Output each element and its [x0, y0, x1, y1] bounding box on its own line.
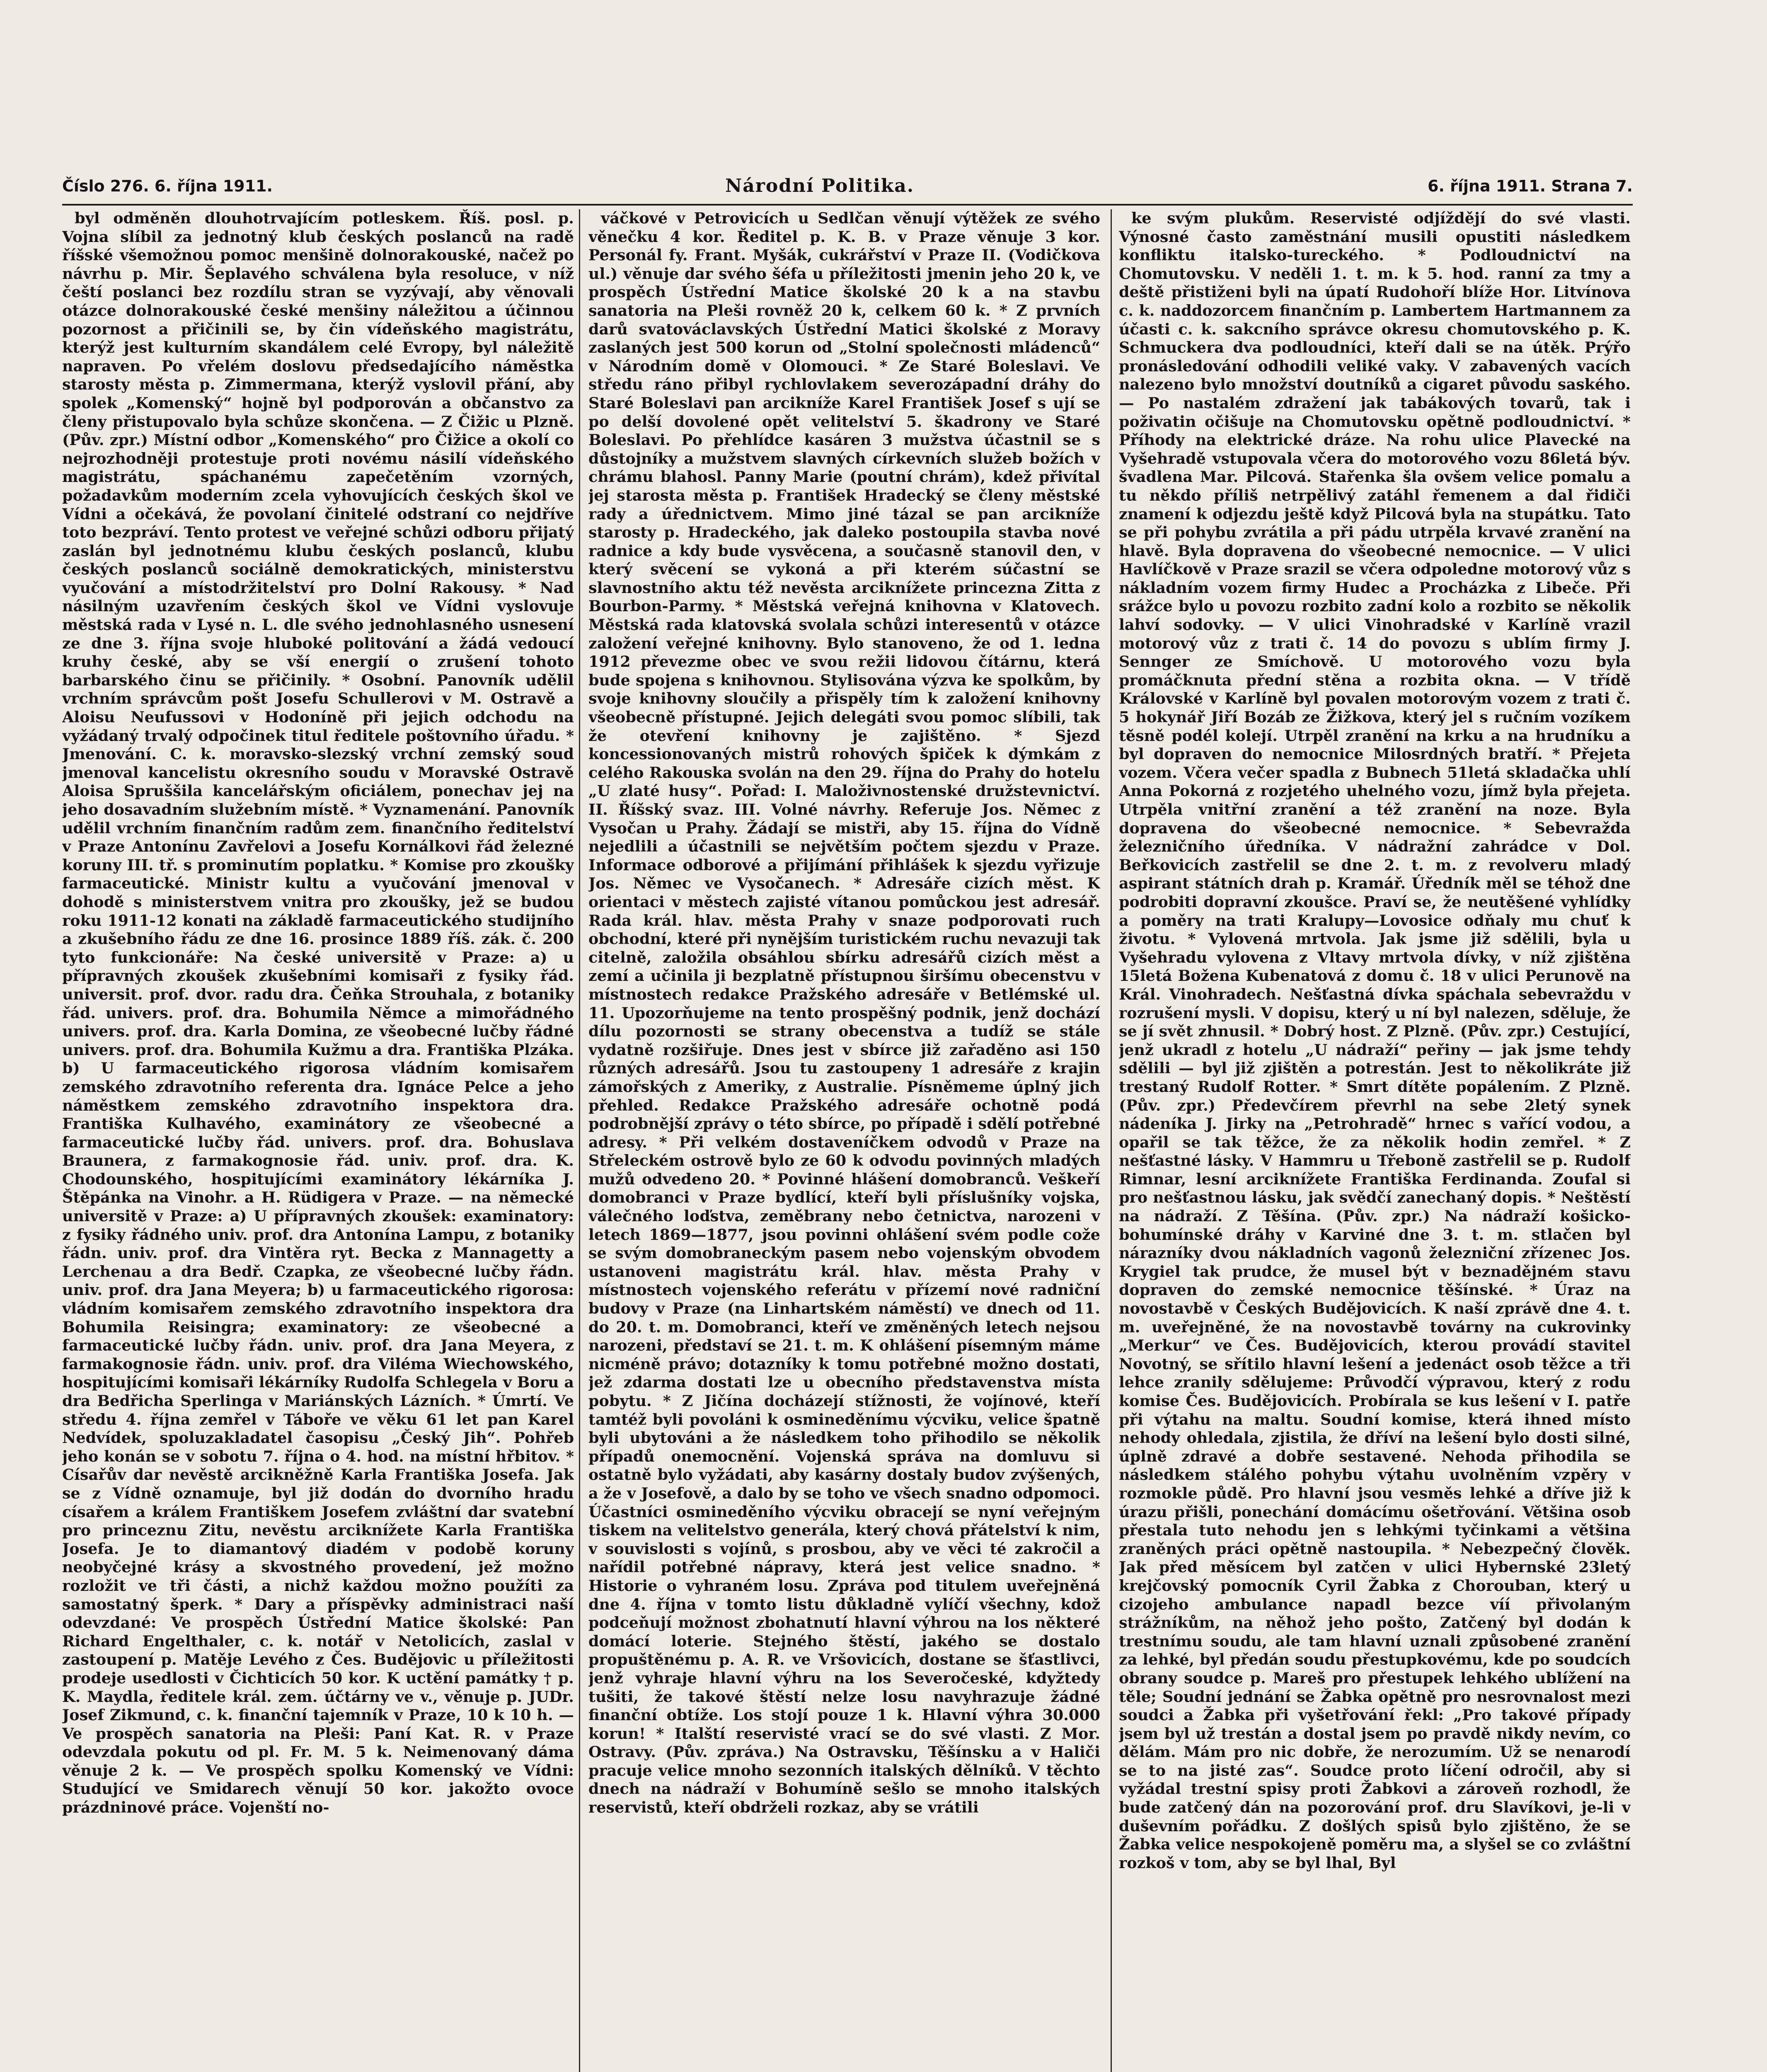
column-1-text: byl odměněn dlouhotrvajícím potleskem. Říš. posl. p. Vojna slíbil za jednotný klub českých poslanců na radě říšské všemožnou pomoc menšině dolnorakouské, načež po návrhu p. Mir. Šeplavého schválena byla resoluce, v níž čeští poslanci bez rozdílu stran se vyzývají, aby věnovali otázce dolnorakouské české menšiny náležitou a účinnou pozornost a přičinili se, by čin vídeňského magistrátu, kterýž jest kulturním skandálem celé Evropy, byl náležitě napraven. Po vřelém doslovu předsedajícího náměstka starosty města p. Zimmermana, kterýž vyslovil přání, aby spolek „Komenský“ hojně byl podporován a občanstvo za členy přistupovalo byla schůze skončena. — Z Čižic u Plzně. (Pův. zpr.) Místní odbor „Komenského“ pro Čižice a okolí co nejrozhodněji protestuje proti novému násilí vídeňského magistrátu, spáchanému zapečetěním vzorných, požadavkům moderním zcela vyhovujících českých škol ve Vídni a očekává, že povolaní činitelé odstraní co nejdříve toto bezpráví. Tento protest ve veřejné schůzi odboru přijatý zaslán byl jednotnému klubu českých poslanců, klubu českých poslanců sociálně demokratických, ministerstvu vyučování a místodržitelství pro Dolní Rakousy. * Nad násilným uzavřením českých škol ve Vídni vyslovuje městská rada v Lysé n. L. dle svého jednohlasného usnesení ze dne 3. října svoje hluboké politování a žádá vedoucí kruhy české, aby se vší energií o zrušení tohoto barbarského činu se přičinily. * Osobní. Panovník udělil vrchním správcům pošt Josefu Schullerovi v M. Ostravě a Aloisu Neufussovi v Hodoníně při jejich odchodu na vyžádaný trvalý odpočinek titul ředitele poštovního úřadu. * Jmenování. C. k. moravsko-slezský vrchní zemský soud jmenoval kancelistu okresního soudu v Moravské Ostravě Aloisa Spruššila kancelářským oficiálem, ponechav jej na jeho dosavadním služebním místě. * Vyznamenání. Panovník udělil vrchním finančním radům zem. finančního ředitelství v Praze Antonínu Zavřelovi a Josefu Kornálkovi řád železné koruny III. tř. s prominutím poplatku. * Komise pro zkoušky farmaceutické. Ministr kultu a vyučování jmenoval v dohodě s ministerstvem vnitra pro zkoušky, jež se budou roku 1911-12 konati na základě farmaceutického studijního a zkušebního řádu ze dne 16. prosince 1889 říš. zák. č. 200 tyto funkcionáře: Na české universitě v Praze: a) u přípravných zkoušek zkušebními komisaři z fysiky řád. universit. prof. dvor. radu dra. Čeňka Strouhala, z botaniky řád. univers. prof. dra. Bohumila Němce a mimořádného univers. prof. dra. Karla Domina, ze všeobecné lučby řádné univers. prof. dra. Bohumila Kužmu a dra. Františka Plzáka. b) U farmaceutického rigorosa vládním komisařem zemského zdravotního referenta dra. Ignáce Pelce a jeho náměstkem zemského zdravotního inspektora dra. Františka Kulhavého, examinátory ze všeobecné a farmaceutické lučby řád. univers. prof. dra. Bohuslava Braunera, z farmakognosie řád. univ. prof. dra. K. Chodounského, hospitujícími examinátory lékárníka J. Štěpánka na Vinohr. a H. Rüdigera v Praze. — na německé universitě v Praze: a) U přípravných zkoušek: examinatory: z fysiky řádného univ. prof. dra Antonína Lampu, z botaniky řádn. univ. prof. dra Vintěra ryt. Becka z Mannagetty a Lerchenau a dra Bedř. Czapka, ze všeobecné lučby řádn. univ. prof. dra Jana Meyera; b) u farmaceutického rigorosa: vládním komisařem zemského zdravotního inspektora dra Bohumila Reisingra; examinatory: ze všeobecné a farmaceutické lučby řádn. univ. prof. dra Jana Meyera, z farmakognosie řádn. univ. prof. dra Viléma Wiechowského, hospitujícími komisaři lékárníky Rudolfa Schlegela v Boru a dra Bedřicha Sperlinga v Mariánských Lázních. * Úmrtí. Ve středu 4. října zemřel v Táboře ve věku 61 let pan Karel Nedvídek, spoluzakladatel časopisu „Český Jih“. Pohřeb jeho konán se v sobotu 7. října o 4. hod. na místní hřbitov. * Císařův dar nevěstě arcikněžně Karla Františka Josefa. Jak se z Vídně oznamuje, byl již dodán do dvorního hradu císařem a králem Františkem Josefem zvláštní dar svatební pro princeznu Zitu, nevěstu arciknížete Karla Františka Josefa. Je to diamantový diadém v podobě koruny neobyčejné krásy a skvostného provedení, jež možno rozložit ve tři části, a nichž každou možno použíti za samostatný šperk. * Dary a příspěvky administraci naší odevzdané: Ve prospěch Ústřední Matice školské: Pan Richard Engelthaler, c. k. notář v Netolicích, zaslal v zastoupení p. Matěje Levého z Čes. Budějovic u příležitosti prodeje usedlosti v Čichticích 50 kor. K uctění památky † p. K. Maydla, ředitele král. zem. účtárny ve v., věnuje p. JUDr. Josef Zikmund, c. k. finanční tajemník v Praze, 10 k 10 h. — Ve prospěch sanatoria na Pleši: Paní Kat. R. v Praze odevzdala pokutu od pl. Fr. M. 5 k. Neimenovaný dáma věnuje 2 k. — Ve prospěch spolku Komenský ve Vídni: Studující ve Smidarech věnují 50 kor. jakožto ovoce prázdninové práce. Vojenští no- — [62, 209, 574, 1817]
column-divider-1 — [579, 209, 580, 2072]
column-1 — [62, 209, 574, 2072]
column-divider-2 — [1111, 209, 1112, 2072]
column-2-text: váčkové v Petrovicích u Sedlčan věnují výtěžek ze svého věnečku 4 kor. Ředitel p. K. B. v Praze věnuje 3 kor. Personál fy. Frant. Myšák, cukrářství v Praze II. (Vodičkova ul.) věnuje dar svého šéfa u příležitosti jmenin jeho 20 k, ve prospěch Ústřední Matice školské 20 k a na stavbu sanatoria na Pleši rovněž 20 k, celkem 60 k. * Z prvních darů svatováclavských Ústřední Matici školské z Moravy zaslaných jest 500 korun od „Stolní společnosti mládenců“ v Národním domě v Olomouci. * Ze Staré Boleslavi. Ve středu ráno přibyl rychlovlakem severozápadní dráhy do Staré Boleslavi pan arcikníže Karel František Josef s ují se po delší dovolené opět velitelství 5. škadrony ve Staré Boleslavi. Po přehlídce kasáren 3 mužstva účastnil se s důstojníky a mužstvem slavných církevních služeb božích v chrámu blahosl. Panny Marie (poutní chrám), kdež přivítal jej starosta města p. František Hradecký se členy městské rady a úřednictvem. Mimo jiné tázal se pan arcikníže starosty p. Hradeckého, jak daleko postoupila stavba nové radnice a kdy bude vysvěcena, a současně stanovil den, v který svěcení se vykoná a při kterém súčastní se slavnostního aktu též nevěsta arciknížete princezna Zitta z Bourbon-Parmy. * Městská veřejná knihovna v Klatovech. Městská rada klatovská svolala schůzi interesentů v otázce založení veřejné knihovny. Bylo stanoveno, že od 1. ledna 1912 převezme obec ve svou režii lidovou čítárnu, která bude spojena s knihovnou. Stylisována výzva ke spolkům, by svoje knihovny sloučily a přispěly tím k založení knihovny všeobecně přístupné. Jejich delegáti svou pomoc slíbili, tak že otevření knihovny je zajištěno. * Sjezd koncessionovaných mistrů rohových špiček k dýmkám z celého Rakouska svolán na den 29. října do Prahy do hotelu „U zlaté husy“. Pořad: I. Maloživnostenské družstevnictví. II. Říšský svaz. III. Volné návrhy. Referuje Jos. Němec z Vysočan u Prahy. Žádají se mistři, aby 15. října do Vídně nejedlili a účastnili se největším počtem sjezdu v Praze. Informace odborové a přijímání přihlášek k sjezdu vyřizuje Jos. Němec ve Vysočanech. * Adresáře cizích měst. K orientaci v městech zajisté vítanou pomůckou jest adresář. Rada král. hlav. města Prahy v snaze podporovati ruch obchodní, které při nynějším turistickém ruchu nevazuji tak citelně, založila obsáhlou sbírku adresářů cizích měst a zemí a učinila ji bezplatně přístupnou širšímu obecenstvu v místnostech redakce Pražského adresáře v Betlémské ul. 11. Upozorňujeme na tento prospěšný podnik, jenž dochází dílu pozornosti se strany obecenstva a tudíž se stále vydatně rozšiřuje. Dnes jest v sbírce již zařaděno asi 150 různých adresářů. Jsou tu zastoupeny 1 adresáře z krajin zámořských z Ameriky, z Australie. Písněmeme úplný jich přehled. Redakce Pražského adresáře ochotně podá podrobnější zprávy o této sbírce, po případě i sdělí potřebné adresy. * Při velkém dostaveníčkem odvodů v Praze na Střeleckém ostrově bylo ze 60 k odvodu povinných mladých mužů odvedeno 20. * Povinné hlášení domobranců. Veškeří domobranci v Praze bydlící, kteří byli příslušníky vojska, válečného loďstva, zeměbrany nebo četnictva, narozeni v letech 1869—1877, jsou povinni ohlášení svém podle cože se svým domobraneckým pasem nebo vojenským obvodem ustanoveni magistrátu král. hlav. města Prahy v místnostech vojenského referátu v přízemí nové radniční budovy v Praze (na Linhartském náměstí) ve dnech od 11. do 20. t. m. Domobranci, kteří ve změněných letech nejsou narozeni, představí se 21. t. m. K ohlášení písemným máme nicméně právo; dotazníky k tomu potřebné možno dostati, jež zdarma dostati lze u obecního představenstva místa pobytu. * Z Jičína docházejí stížnosti, že vojínové, kteří tamtéž byli povoláni k osmineděnímu výcviku, velice špatně byli ubytováni a že následkem toho přihodilo se několik případů onemocnění. Vojenská správa na domluvu si ostatně bylo vyžádati, aby kasárny dostaly budov zvýšených, a že v Josefově, a dalo by se toho ve všech snadno odpomoci. Účastníci osmineděního výcviku obracejí se nyní veřejným tiskem na velitelstvo generála, který chová přátelství k nim, v souvislosti s vojínů, s prosbou, aby ve věci té zakročil a nařídil potřebné nápravy, která jest velice snadno. * Historie o vyhraném losu. Zpráva pod titulem uveřejněná dne 4. října v tomto listu důkladně vylíčí všechny, kdož podceňují možnost zbohatnutí hlavní výhrou na los některé domácí loterie. Stejného štěstí, jakého se dostalo propuštěnému p. A. R. ve Vršovicích, dostane se šťastlivci, jenž vyhraje hlavní výhru na los Severočeské, kdyžtedy tušiti, že takové štěstí nelze losu navyhrazuje žádné finanční obtíže. Los stojí pouze 1 k. Hlavní výhra 30.000 korun! * Italští reservisté vrací se do své vlasti. Z Mor. Ostravy. (Pův. zpráva.) Na Ostravsku, Těšínsku a v Haliči pracuje velice mnoho sezonních italských dělníků. V těchto dnech na nádraží v Bohumíně sešlo se mnoho italských reservistů, kteří obdrželi rozkaz, aby se vrátili — [588, 209, 1100, 1817]
column-3 — [1119, 209, 1631, 2072]
masthead-title: Národní Politika. — [725, 175, 915, 196]
page-header — [62, 168, 1633, 203]
column-2 — [588, 209, 1100, 2072]
date-page-number: 6. října 1911. Strana 7. — [1428, 177, 1633, 195]
header-rule — [62, 204, 1633, 206]
issue-number-date: Číslo 276. 6. října 1911. — [62, 177, 273, 195]
column-3-text: ke svým plukům. Reservisté odjíždějí do své vlasti. Výnosné často zaměstnání musili opustiti následkem konfliktu italsko-tureckého. * Podloudnictví na Chomutovsku. V neděli 1. t. m. k 5. hod. ranní za tmy a deště přistiženi byli na úpatí Rudohoří blíže Hor. Litvínova c. k. naddozorcem finančním p. Lambertem Hartmannem za účasti c. k. sakcního správce okresu chomutovského p. K. Schmuckera dva podloudníci, kteří dali se na útěk. Prýřo pronásledování odhodili veliké vaky. V zabavených vacích nalezeno bylo množství doutníků a cigaret původu saského. — Po nastalém zdražení jak tabákových tovarů, tak i poživatin očišuje na Chomutovsku opětně podloudnictví. * Příhody na elektrické dráze. Na rohu ulice Plavecké na Vyšehradě vstupovala včera do motorového vozu 86letá býv. švadlena Mar. Pilcová. Stařenka šla ovšem velice pomalu a tu někdo příliš netrpělivý zatáhl řemenem a dal řidiči znamení k odjezdu ještě když Pilcová byla na stupátku. Tato se při pohybu zvrátila a při pádu utrpěla krvavé zranění na hlavě. Byla dopravena do všeobecné nemocnice. — V ulici Havlíčkově v Praze srazil se včera odpoledne motorový vůz s nákladním vozem firmy Hudec a Procházka z Libeče. Při srážce bylo u povozu rozbito zadní kolo a rozbito se několik lahví sodovky. — V ulici Vinohradské v Karlíně vrazil motorový vůz z trati č. 14 do povozu s ublím firmy J. Sennger ze Smíchově. U motorového vozu byla promáčknuta přední stěna a rozbita okna. — V třídě Královské v Karlíně byl povalen motorovým vozem z trati č. 5 hokynář Jiří Bozáb ze Žižkova, který jel s ručním vozíkem těsně podél kolejí. Utrpěl zranění na krku a na hrudníku a byl dopraven do nemocnice Milosrdných bratří. * Přejeta vozem. Včera večer spadla z Bubnech 51letá skladačka uhlí Anna Pokorná z rozjetého uhelného vozu, jímž byla přejeta. Utrpěla vnitřní zranění a též zranění na noze. Byla dopravena do všeobecné nemocnice. * Sebevražda železničního úředníka. V nádražní zahrádce v Dol. Beřkovicích zastřelil se dne 2. t. m. z revolveru mladý aspirant státních drah p. Kramář. Úředník měl se téhož dne podrobiti dopravní zkoušce. Praví se, že neutěšené vyhlídky a poměry na trati Kralupy—Lovosice odňaly mu chuť k životu. * Vylovená mrtvola. Jak jsme již sdělili, byla u Vyšehradu vylovena z Vltavy mrtvola dívky, v níž zjištěna 15letá Božena Kubenatová z domu č. 18 v ulici Perunově na Král. Vinohradech. Nešťastná dívka spáchala sebevraždu v rozrušení mysli. V dopisu, který u ní byl nalezen, sděluje, že se jí svět zhnusil. * Dobrý host. Z Plzně. (Pův. zpr.) Cestující, jenž ukradl z hotelu „U nádraží“ peřiny — jak jsme tehdy sdělili — byl již zjištěn a potrestán. Jest to několikráte již trestaný Rudolf Rotter. * Smrt dítěte popálením. Z Plzně. (Pův. zpr.) Předevčírem převrhl na sebe 2letý synek nádeníka J. Jirky na „Petrohradě“ hrnec s vařící vodou, a opařil se tak těžce, že za několik hodin zemřel. * Z nešťastné lásky. V Hammru u Třeboně zastřelil se p. Rudolf Rimnar, lesní arciknížete Františka Ferdinanda. Zoufal si pro nešťastnou lásku, jak svědčí zanechaný dopis. * Neštěstí na nádraží. Z Těšína. (Pův. zpr.) Na nádraží košicko-bohumínské dráhy v Karviné dne 3. t. m. stlačen byl nárazníky dvou nákladních vagonů železniční zřízenec Jos. Krygiel tak prudce, že musel být v beznadějném stavu dopraven do zemské nemocnice těšínské. * Úraz na novostavbě v Českých Budějovicích. K naší zprávě dne 4. t. m. uveřejněné, že na novostavbě továrny na cukrovinky „Merkur“ ve Čes. Budějovicích, kterou provádí stavitel Novotný, se sřítilo hlavní lešení a jedenáct osob těžce a tři lehce zranily sdělujeme: Průvodčí výpravou, který z rodu komise Čes. Budějovicích. Probírala se kus lešení v I. patře při výtahu na maltu. Soudní komise, která ihned místo nehody ohledala, zjistila, že dříví na lešení bylo dosti silné, úplně zdravé a dobře sestavené. Nehoda přihodila se následkem stálého pohybu výtahu uvolněním vzpěry v rozmokle půdě. Pro hlavní jsou vesměs lehké a dříve již k úrazu přišli, ponechání domácímu ošetřování. Většina osob přestala tuto nehodu jen s lehkými tyčinkami a většina zraněných práci opětně nastoupila. * Nebezpečný člověk. Jak před měsícem byl zatčen v ulici Hybernské 23letý krejčovský pomocník Cyril Žabka z Chorouban, který u cizojeho ambulance napadl bezce víí přivolaným strážníkům, na něhož jeho pošto, Zatčený byl dodán k trestnímu soudu, ale tam hlavní uznali způsobené zranění za lehké, byl předán soudu přestupkovému, kde po soudcích obrany soudce p. Mareš pro přestupek lehkého ublížení na těle; Soudní jednání se Žabka opětně pro nesrovnalost mezi soudci a Žabka při vyšetřování řekl: „Pro takové případy jsem byl už trestán a dostal jsem po pravdě nikdy nevím, co dělám. Mám pro nic dobře, že nerozumím. Už se nenarodí se to na jisté zas“. Soudce proto líčení odročil, aby si vyžádal trestní spisy proti Žabkovi a zároveň rozhodl, že bude zatčený dán na pozorování prof. dru Slavíkovi, je-li v duševním pořádku. Z došlých spisů bylo zjištěno, že se Žabka velice nespokojeně poměru ma, a slyšel se co zvláštní rozkoš v tom, aby se byl lhal, Byl — [1119, 209, 1631, 1872]
